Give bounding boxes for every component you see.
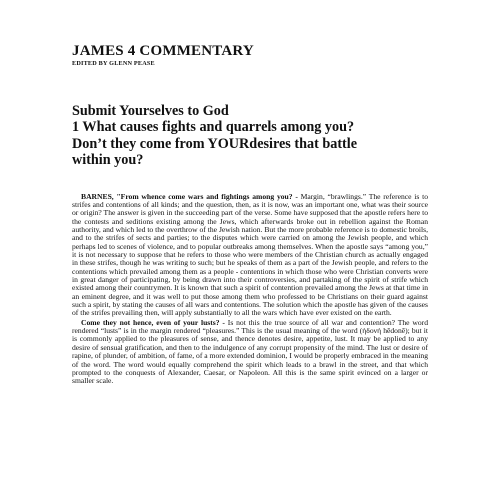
heading-line-1: Submit Yourselves to God <box>72 103 229 119</box>
heading-line-4: within you? <box>72 152 144 169</box>
commentary-body <box>72 193 428 386</box>
document-page <box>72 44 428 386</box>
paragraph-2-lead: Come they not hence, even of your lusts? - <box>81 317 225 327</box>
paragraph-2-text: Is not this the true source of all war and contention? The word rendered “lusts” is in the margin rendered “pleasures.” This is the usual meaning of the word (ἡδονή hēdonē); but it is commonly applied to the pleasures of sense, and thence denotes desire, appetite, lust. It may be applied to any desire of sensual gratification, and then to the indulgence of any corrupt propensity of the mind. The lust or desire of rapine, of plunder, of ambition, of fame, of a more extended dominion, I would be properly embraced in the meaning of the word. The word would equally comprehend the spirit which leads to a brawl in the street, and that which prompted to the conquests of Alexander, Caesar, or Napoleon. All this is the same spirit evinced on a larger or smaller scale. <box>72 317 429 386</box>
commentary-paragraph-1 <box>72 193 428 318</box>
document-title: JAMES 4 COMMENTARY <box>72 43 254 59</box>
section-heading <box>72 103 428 169</box>
heading-line-2: 1 What causes fights and quarrels among you? <box>72 119 355 136</box>
commentary-paragraph-2 <box>72 319 428 386</box>
paragraph-1-text: Margin, “brawlings.” The reference is to strifes and contentions of all kinds; and the question, then, as it is now, was an important one, what was their source or origin? The answer is given in the succeeding part of the verse. Some have supposed that the apostle refers here to the contests and seditions existing among the Jews, which afterwards broke out in rebellion against the Roman authority, and which led to the overthrow of the Jewish nation. But the more probable reference is to domestic broils, and to the strifes of sects and parties; to the disputes which were carried on among the Jewish people, and which perhaps led to scenes of violence, and to popular outbreaks among themselves. When the apostle says “among you,” it is not necessary to suppose that he refers to those who were members of the Christian church as actually engaged in these strifes, though he was writing to such; but he speaks of them as a part of the Jewish people, and refers to the contentions which prevailed among them as a people - contentions in which those who were Christian converts were in great danger of participating, by being drawn into their controversies, and partaking of the spirit of strife which existed among their countrymen. It is known that such a spirit of contention prevailed among the Jews at that time in an eminent degree, and it was well to put those among them who professed to be Christians on their guard against such a spirit, by stating the causes of all wars and contentions. The solution which the apostle has given of the causes of the strifes prevailing then, will apply substantially to all the wars which have ever existed on the earth. <box>72 191 428 318</box>
document-editor: EDITED BY GLENN PEASE <box>72 60 155 67</box>
heading-line-3: Don’t they come from YOURdesires that battle <box>72 135 358 152</box>
paragraph-1-lead: BARNES, "From whence come wars and fightings among you? - <box>81 191 298 201</box>
